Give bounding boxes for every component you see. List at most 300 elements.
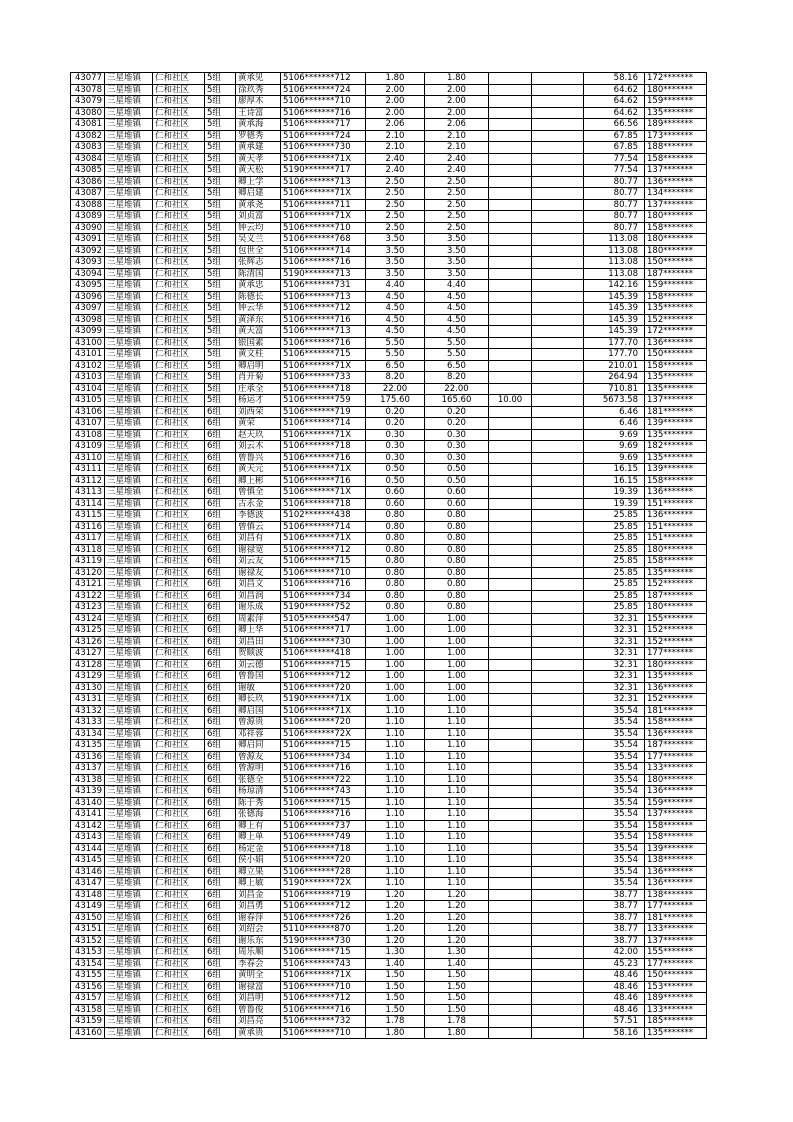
cell-note bbox=[532, 786, 584, 798]
cell-note bbox=[532, 245, 584, 257]
cell-area-2: 1.00 bbox=[425, 671, 489, 683]
cell-town: 三星堆镇 bbox=[105, 935, 153, 947]
cell-phone: 177******* bbox=[645, 751, 707, 763]
cell-row-number: 43116 bbox=[71, 521, 105, 533]
cell-group: 6组 bbox=[205, 636, 236, 648]
cell-row-number: 43130 bbox=[71, 682, 105, 694]
cell-row-number: 43156 bbox=[71, 981, 105, 993]
cell-row-number: 43097 bbox=[71, 303, 105, 315]
cell-amount: 32.31 bbox=[584, 694, 645, 706]
cell-area-1: 22.00 bbox=[366, 383, 425, 395]
cell-town: 三星堆镇 bbox=[105, 130, 153, 142]
cell-town: 三星堆镇 bbox=[105, 705, 153, 717]
cell-area-3 bbox=[489, 441, 532, 453]
cell-group: 5组 bbox=[205, 257, 236, 269]
cell-amount: 80.77 bbox=[584, 199, 645, 211]
cell-town: 三星堆镇 bbox=[105, 245, 153, 257]
table-row bbox=[71, 786, 707, 798]
cell-row-number: 43141 bbox=[71, 809, 105, 821]
cell-town: 三星堆镇 bbox=[105, 924, 153, 936]
cell-area-1: 1.20 bbox=[366, 889, 425, 901]
cell-name: 周乐顺 bbox=[236, 947, 281, 959]
cell-note bbox=[532, 360, 584, 372]
cell-town: 三星堆镇 bbox=[105, 199, 153, 211]
cell-area-2: 1.50 bbox=[425, 1004, 489, 1016]
table-row bbox=[71, 774, 707, 786]
cell-area-1: 1.80 bbox=[366, 73, 425, 85]
cell-area-2: 2.40 bbox=[425, 165, 489, 177]
cell-row-number: 43125 bbox=[71, 625, 105, 637]
table-row bbox=[71, 889, 707, 901]
cell-area-1: 1.50 bbox=[366, 981, 425, 993]
cell-area-1: 0.80 bbox=[366, 590, 425, 602]
cell-community: 仁和社区 bbox=[153, 280, 205, 292]
cell-area-3 bbox=[489, 912, 532, 924]
cell-area-1: 1.78 bbox=[366, 1016, 425, 1028]
cell-row-number: 43154 bbox=[71, 958, 105, 970]
cell-id-number: 5190*******72X bbox=[281, 878, 366, 890]
cell-group: 5组 bbox=[205, 107, 236, 119]
cell-note bbox=[532, 73, 584, 85]
cell-row-number: 43090 bbox=[71, 222, 105, 234]
cell-area-1: 1.10 bbox=[366, 820, 425, 832]
cell-phone: 138******* bbox=[645, 855, 707, 867]
table-row bbox=[71, 84, 707, 96]
cell-group: 6组 bbox=[205, 797, 236, 809]
cell-note bbox=[532, 625, 584, 637]
cell-row-number: 43105 bbox=[71, 395, 105, 407]
cell-area-3 bbox=[489, 349, 532, 361]
cell-note bbox=[532, 912, 584, 924]
cell-community: 仁和社区 bbox=[153, 372, 205, 384]
cell-group: 6组 bbox=[205, 924, 236, 936]
cell-row-number: 43126 bbox=[71, 636, 105, 648]
cell-note bbox=[532, 406, 584, 418]
cell-id-number: 5190*******730 bbox=[281, 935, 366, 947]
cell-area-3 bbox=[489, 855, 532, 867]
cell-row-number: 43121 bbox=[71, 579, 105, 591]
cell-amount: 145.39 bbox=[584, 291, 645, 303]
cell-id-number: 5105*******547 bbox=[281, 613, 366, 625]
cell-area-1: 1.30 bbox=[366, 947, 425, 959]
cell-id-number: 5106*******717 bbox=[281, 625, 366, 637]
cell-note bbox=[532, 717, 584, 729]
cell-amount: 67.85 bbox=[584, 130, 645, 142]
cell-area-1: 1.10 bbox=[366, 751, 425, 763]
cell-area-3 bbox=[489, 728, 532, 740]
cell-id-number: 5106*******726 bbox=[281, 912, 366, 924]
cell-group: 5组 bbox=[205, 211, 236, 223]
cell-name: 曾鲁兴 bbox=[236, 452, 281, 464]
cell-area-1: 0.80 bbox=[366, 510, 425, 522]
cell-name: 卿立果 bbox=[236, 866, 281, 878]
cell-area-3 bbox=[489, 280, 532, 292]
cell-name: 黄天孝 bbox=[236, 153, 281, 165]
cell-row-number: 43150 bbox=[71, 912, 105, 924]
cell-community: 仁和社区 bbox=[153, 774, 205, 786]
cell-group: 5组 bbox=[205, 303, 236, 315]
cell-id-number: 5106*******749 bbox=[281, 832, 366, 844]
cell-name: 吴义兰 bbox=[236, 234, 281, 246]
cell-amount: 35.54 bbox=[584, 786, 645, 798]
cell-row-number: 43155 bbox=[71, 970, 105, 982]
cell-area-1: 1.10 bbox=[366, 717, 425, 729]
cell-community: 仁和社区 bbox=[153, 728, 205, 740]
cell-area-2: 3.50 bbox=[425, 234, 489, 246]
data-table bbox=[70, 72, 707, 1039]
cell-id-number: 5106*******715 bbox=[281, 659, 366, 671]
cell-name: 卿上彬 bbox=[236, 475, 281, 487]
cell-area-1: 2.00 bbox=[366, 96, 425, 108]
cell-area-3 bbox=[489, 119, 532, 131]
cell-area-3 bbox=[489, 498, 532, 510]
cell-amount: 80.77 bbox=[584, 176, 645, 188]
cell-group: 5组 bbox=[205, 222, 236, 234]
cell-row-number: 43117 bbox=[71, 533, 105, 545]
cell-phone: 177******* bbox=[645, 958, 707, 970]
cell-phone: 158******* bbox=[645, 717, 707, 729]
cell-name: 陈清国 bbox=[236, 268, 281, 280]
cell-name: 谢敏 bbox=[236, 682, 281, 694]
cell-phone: 180******* bbox=[645, 659, 707, 671]
cell-id-number: 5106*******716 bbox=[281, 579, 366, 591]
cell-community: 仁和社区 bbox=[153, 130, 205, 142]
cell-area-3 bbox=[489, 452, 532, 464]
cell-community: 仁和社区 bbox=[153, 970, 205, 982]
cell-community: 仁和社区 bbox=[153, 958, 205, 970]
cell-community: 仁和社区 bbox=[153, 314, 205, 326]
cell-town: 三星堆镇 bbox=[105, 567, 153, 579]
cell-amount: 113.08 bbox=[584, 268, 645, 280]
cell-name: 陈德长 bbox=[236, 291, 281, 303]
cell-area-1: 1.50 bbox=[366, 993, 425, 1005]
cell-group: 6组 bbox=[205, 694, 236, 706]
cell-area-2: 1.20 bbox=[425, 901, 489, 913]
cell-name: 卿上单 bbox=[236, 832, 281, 844]
cell-area-1: 1.00 bbox=[366, 613, 425, 625]
cell-id-number: 5190*******717 bbox=[281, 165, 366, 177]
cell-area-1: 0.20 bbox=[366, 406, 425, 418]
cell-id-number: 5106*******713 bbox=[281, 291, 366, 303]
cell-id-number: 5106*******71X bbox=[281, 464, 366, 476]
cell-area-2: 0.80 bbox=[425, 533, 489, 545]
cell-area-2: 1.80 bbox=[425, 1027, 489, 1039]
cell-group: 6组 bbox=[205, 671, 236, 683]
cell-town: 三星堆镇 bbox=[105, 843, 153, 855]
cell-id-number: 5106*******71X bbox=[281, 360, 366, 372]
cell-note bbox=[532, 958, 584, 970]
cell-id-number: 5110*******870 bbox=[281, 924, 366, 936]
cell-community: 仁和社区 bbox=[153, 487, 205, 499]
table-row bbox=[71, 188, 707, 200]
cell-area-3 bbox=[489, 291, 532, 303]
cell-phone: 138******* bbox=[645, 889, 707, 901]
cell-id-number: 5106*******715 bbox=[281, 797, 366, 809]
cell-note bbox=[532, 970, 584, 982]
cell-name: 包世全 bbox=[236, 245, 281, 257]
cell-phone: 133******* bbox=[645, 1004, 707, 1016]
cell-note bbox=[532, 119, 584, 131]
cell-name: 刘昌明 bbox=[236, 993, 281, 1005]
cell-note bbox=[532, 222, 584, 234]
cell-note bbox=[532, 556, 584, 568]
cell-town: 三星堆镇 bbox=[105, 659, 153, 671]
cell-community: 仁和社区 bbox=[153, 912, 205, 924]
cell-row-number: 43132 bbox=[71, 705, 105, 717]
cell-area-3 bbox=[489, 993, 532, 1005]
cell-id-number: 5106*******719 bbox=[281, 406, 366, 418]
cell-area-3 bbox=[489, 303, 532, 315]
cell-community: 仁和社区 bbox=[153, 142, 205, 154]
table-row bbox=[71, 291, 707, 303]
cell-community: 仁和社区 bbox=[153, 556, 205, 568]
cell-area-3 bbox=[489, 636, 532, 648]
cell-area-3 bbox=[489, 602, 532, 614]
cell-phone: 159******* bbox=[645, 96, 707, 108]
table-row bbox=[71, 383, 707, 395]
cell-amount: 32.31 bbox=[584, 613, 645, 625]
cell-id-number: 5106*******715 bbox=[281, 556, 366, 568]
cell-area-2: 1.20 bbox=[425, 889, 489, 901]
cell-area-1: 0.60 bbox=[366, 498, 425, 510]
cell-town: 三星堆镇 bbox=[105, 487, 153, 499]
cell-phone: 136******* bbox=[645, 337, 707, 349]
cell-note bbox=[532, 521, 584, 533]
cell-name: 赵天玖 bbox=[236, 429, 281, 441]
cell-community: 仁和社区 bbox=[153, 671, 205, 683]
cell-community: 仁和社区 bbox=[153, 441, 205, 453]
cell-name: 曾慎全 bbox=[236, 487, 281, 499]
cell-town: 三星堆镇 bbox=[105, 797, 153, 809]
cell-town: 三星堆镇 bbox=[105, 498, 153, 510]
cell-name: 刘云木 bbox=[236, 441, 281, 453]
cell-note bbox=[532, 441, 584, 453]
cell-note bbox=[532, 142, 584, 154]
cell-amount: 58.16 bbox=[584, 1027, 645, 1039]
cell-amount: 48.46 bbox=[584, 1004, 645, 1016]
cell-area-2: 4.40 bbox=[425, 280, 489, 292]
cell-id-number: 5106*******712 bbox=[281, 671, 366, 683]
cell-note bbox=[532, 280, 584, 292]
cell-area-2: 1.40 bbox=[425, 958, 489, 970]
cell-community: 仁和社区 bbox=[153, 291, 205, 303]
cell-note bbox=[532, 751, 584, 763]
cell-row-number: 43146 bbox=[71, 866, 105, 878]
cell-area-3 bbox=[489, 567, 532, 579]
cell-id-number: 5190*******752 bbox=[281, 602, 366, 614]
cell-area-2: 1.10 bbox=[425, 809, 489, 821]
cell-town: 三星堆镇 bbox=[105, 165, 153, 177]
cell-town: 三星堆镇 bbox=[105, 314, 153, 326]
cell-community: 仁和社区 bbox=[153, 360, 205, 372]
cell-area-3 bbox=[489, 314, 532, 326]
cell-area-1: 2.10 bbox=[366, 142, 425, 154]
cell-name: 贺顺波 bbox=[236, 648, 281, 660]
cell-phone: 158******* bbox=[645, 222, 707, 234]
cell-row-number: 43152 bbox=[71, 935, 105, 947]
cell-town: 三星堆镇 bbox=[105, 625, 153, 637]
table-row bbox=[71, 602, 707, 614]
cell-area-1: 0.80 bbox=[366, 567, 425, 579]
cell-row-number: 43099 bbox=[71, 326, 105, 338]
cell-amount: 35.54 bbox=[584, 878, 645, 890]
cell-area-3 bbox=[489, 165, 532, 177]
cell-area-2: 1.00 bbox=[425, 659, 489, 671]
cell-group: 6组 bbox=[205, 889, 236, 901]
cell-group: 6组 bbox=[205, 855, 236, 867]
cell-area-2: 2.00 bbox=[425, 107, 489, 119]
cell-name: 徐玖秀 bbox=[236, 84, 281, 96]
cell-town: 三星堆镇 bbox=[105, 257, 153, 269]
cell-id-number: 5106*******712 bbox=[281, 901, 366, 913]
cell-town: 三星堆镇 bbox=[105, 590, 153, 602]
cell-name: 刘昌文 bbox=[236, 579, 281, 591]
cell-town: 三星堆镇 bbox=[105, 464, 153, 476]
table-row bbox=[71, 728, 707, 740]
cell-group: 5组 bbox=[205, 360, 236, 372]
table-row bbox=[71, 544, 707, 556]
cell-area-3 bbox=[489, 705, 532, 717]
table-row bbox=[71, 395, 707, 407]
cell-area-3 bbox=[489, 740, 532, 752]
cell-phone: 150******* bbox=[645, 970, 707, 982]
cell-town: 三星堆镇 bbox=[105, 510, 153, 522]
cell-id-number: 5106*******716 bbox=[281, 452, 366, 464]
cell-phone: 137******* bbox=[645, 809, 707, 821]
cell-row-number: 43160 bbox=[71, 1027, 105, 1039]
cell-area-1: 1.00 bbox=[366, 648, 425, 660]
cell-amount: 25.85 bbox=[584, 590, 645, 602]
cell-area-3 bbox=[489, 360, 532, 372]
cell-community: 仁和社区 bbox=[153, 521, 205, 533]
cell-area-3 bbox=[489, 659, 532, 671]
cell-area-1: 1.10 bbox=[366, 797, 425, 809]
cell-phone: 180******* bbox=[645, 84, 707, 96]
cell-area-3 bbox=[489, 832, 532, 844]
cell-area-1: 4.50 bbox=[366, 291, 425, 303]
cell-community: 仁和社区 bbox=[153, 924, 205, 936]
cell-area-3 bbox=[489, 613, 532, 625]
cell-town: 三星堆镇 bbox=[105, 1016, 153, 1028]
cell-note bbox=[532, 993, 584, 1005]
cell-community: 仁和社区 bbox=[153, 935, 205, 947]
cell-row-number: 43153 bbox=[71, 947, 105, 959]
cell-id-number: 5106*******712 bbox=[281, 303, 366, 315]
table-row bbox=[71, 268, 707, 280]
table-row bbox=[71, 533, 707, 545]
cell-town: 三星堆镇 bbox=[105, 383, 153, 395]
cell-group: 5组 bbox=[205, 153, 236, 165]
cell-phone: 136******* bbox=[645, 866, 707, 878]
cell-community: 仁和社区 bbox=[153, 682, 205, 694]
cell-community: 仁和社区 bbox=[153, 429, 205, 441]
cell-amount: 177.70 bbox=[584, 337, 645, 349]
cell-community: 仁和社区 bbox=[153, 1027, 205, 1039]
cell-name: 黄承建 bbox=[236, 142, 281, 154]
cell-row-number: 43129 bbox=[71, 671, 105, 683]
cell-group: 6组 bbox=[205, 590, 236, 602]
cell-row-number: 43138 bbox=[71, 774, 105, 786]
cell-note bbox=[532, 935, 584, 947]
cell-group: 6组 bbox=[205, 832, 236, 844]
table-row bbox=[71, 199, 707, 211]
cell-area-3 bbox=[489, 188, 532, 200]
cell-community: 仁和社区 bbox=[153, 418, 205, 430]
cell-community: 仁和社区 bbox=[153, 326, 205, 338]
cell-area-1: 2.06 bbox=[366, 119, 425, 131]
cell-community: 仁和社区 bbox=[153, 809, 205, 821]
cell-id-number: 5106*******71X bbox=[281, 188, 366, 200]
cell-amount: 710.81 bbox=[584, 383, 645, 395]
cell-note bbox=[532, 602, 584, 614]
cell-community: 仁和社区 bbox=[153, 234, 205, 246]
cell-community: 仁和社区 bbox=[153, 406, 205, 418]
cell-area-1: 1.10 bbox=[366, 740, 425, 752]
cell-amount: 113.08 bbox=[584, 257, 645, 269]
table-row bbox=[71, 429, 707, 441]
cell-town: 三星堆镇 bbox=[105, 751, 153, 763]
cell-id-number: 5106*******743 bbox=[281, 786, 366, 798]
cell-community: 仁和社区 bbox=[153, 510, 205, 522]
cell-group: 6组 bbox=[205, 567, 236, 579]
cell-community: 仁和社区 bbox=[153, 636, 205, 648]
cell-id-number: 5106*******716 bbox=[281, 337, 366, 349]
table-row bbox=[71, 107, 707, 119]
cell-note bbox=[532, 878, 584, 890]
cell-row-number: 43093 bbox=[71, 257, 105, 269]
cell-note bbox=[532, 487, 584, 499]
cell-note bbox=[532, 567, 584, 579]
cell-area-1: 1.20 bbox=[366, 924, 425, 936]
cell-area-1: 1.00 bbox=[366, 694, 425, 706]
cell-town: 三星堆镇 bbox=[105, 291, 153, 303]
cell-name: 邓祥蓉 bbox=[236, 728, 281, 740]
cell-row-number: 43135 bbox=[71, 740, 105, 752]
cell-id-number: 5106*******730 bbox=[281, 636, 366, 648]
cell-group: 6组 bbox=[205, 521, 236, 533]
cell-town: 三星堆镇 bbox=[105, 786, 153, 798]
cell-name: 黄承忠 bbox=[236, 280, 281, 292]
cell-community: 仁和社区 bbox=[153, 659, 205, 671]
cell-group: 5组 bbox=[205, 119, 236, 131]
cell-group: 5组 bbox=[205, 268, 236, 280]
cell-row-number: 43142 bbox=[71, 820, 105, 832]
cell-id-number: 5190*******713 bbox=[281, 268, 366, 280]
cell-group: 6组 bbox=[205, 533, 236, 545]
table-row bbox=[71, 406, 707, 418]
cell-area-1: 175.60 bbox=[366, 395, 425, 407]
cell-area-1: 2.10 bbox=[366, 130, 425, 142]
cell-area-1: 2.50 bbox=[366, 176, 425, 188]
cell-area-1: 1.00 bbox=[366, 659, 425, 671]
cell-group: 6组 bbox=[205, 579, 236, 591]
cell-area-2: 1.00 bbox=[425, 682, 489, 694]
cell-community: 仁和社区 bbox=[153, 544, 205, 556]
cell-row-number: 43145 bbox=[71, 855, 105, 867]
cell-id-number: 5106*******716 bbox=[281, 763, 366, 775]
cell-amount: 57.51 bbox=[584, 1016, 645, 1028]
cell-amount: 38.77 bbox=[584, 912, 645, 924]
cell-community: 仁和社区 bbox=[153, 820, 205, 832]
cell-amount: 80.77 bbox=[584, 211, 645, 223]
cell-name: 曾慎云 bbox=[236, 521, 281, 533]
cell-phone: 158******* bbox=[645, 291, 707, 303]
cell-row-number: 43119 bbox=[71, 556, 105, 568]
cell-amount: 6.46 bbox=[584, 418, 645, 430]
cell-area-2: 165.60 bbox=[425, 395, 489, 407]
cell-phone: 150******* bbox=[645, 349, 707, 361]
cell-community: 仁和社区 bbox=[153, 763, 205, 775]
